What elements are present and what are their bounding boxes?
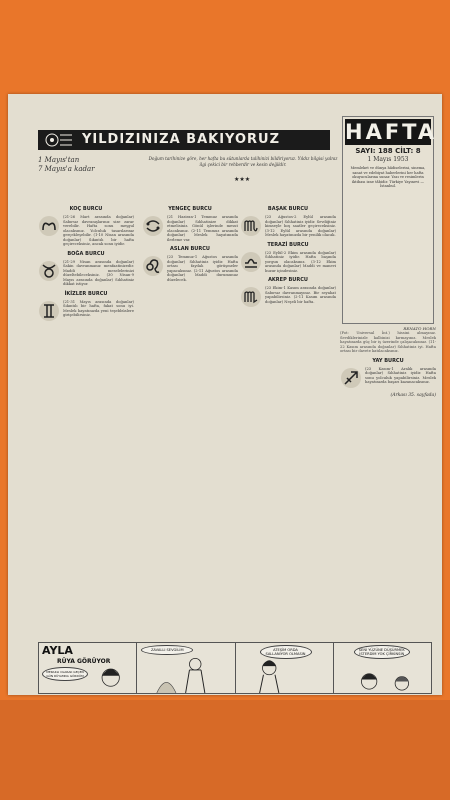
speech-bubble: MERAKLI OLARAK GEÇEN GÜN RÜYAMDA GÖRDÜM (42, 667, 88, 681)
comic-strip (38, 642, 432, 694)
column-text: (Fot: Universal İnt.) hissini almayınız. Sevdiklerinizle kalbinizi kırmayınız. Meslek hayatınızda güç bir iş üzerinde çalışacaksınız. (11-22 Kasım arasında doğanlar) Sıhhatiniz iyi. Hafta ortası bir davete katılacaksınız. (340, 331, 436, 353)
column-3 (240, 202, 336, 642)
sign-text: (23 Eylül-2 Ekim arasında doğanlar) Sıhhatiniz iyidir. Hafta başında yorgun olacaksınız. (3-12 Ekim arasında doğanlar) Maddi ve manevi huzur içindesiniz. (265, 250, 336, 273)
sign-heading: YENGEÇ BURCU (168, 206, 212, 212)
photo-credit: RENATO HORN (403, 326, 436, 331)
comic-panel (334, 643, 431, 693)
sign-heading: İKİZLER BURCU (64, 290, 108, 297)
page-title-text: YILDIZINIZA BAKIYORUZ (82, 132, 281, 147)
sign-text: (23 Temmuz-1 Ağustos arasında doğanlar) Sıhhatiniz iyidir. Hafta ortası faydalı görüşmeler yapacaksınız. (2-11 Ağustos arasında doğanlar) Maddi durumunuz düzelecek. (167, 255, 238, 282)
hafta-masthead (342, 116, 438, 324)
sign-text: (23 Ekim-1 Kasım arasında doğanlar) Sabırsız davranmayınız. Bir seyahat yapabilirsiniz. (2-11 Kasım arasında doğanlar) Neşeli bir hafta. (265, 286, 336, 304)
sign-text: (21-29 Nisan arasında doğanlar) Sakin davranmanız menfaatinizedir. Maddi meselelerinizi düzeltebileceksiniz. (30 Nisan-9 Mayıs arasında doğanlar) Sıhhatiniz dikkat istiyor. (63, 259, 134, 286)
taurus-icon (38, 260, 60, 282)
girl-drawing (334, 643, 431, 693)
sign-heading: ASLAN BURCU (170, 246, 210, 252)
sign-heading: KOÇ BURCU (69, 206, 103, 212)
sign-heading: BOĞA BURCU (67, 250, 105, 257)
comic-panel (236, 643, 334, 693)
continued-note: (Arkası 35. sayfada) (390, 392, 436, 398)
leo-icon (142, 255, 164, 277)
stars-divider: ★★★ (234, 176, 251, 183)
column-1 (38, 202, 134, 642)
sign-heading: TERAZİ BURCU (267, 241, 309, 248)
comic-subtitle: RÜYA GÖRÜYOR (57, 658, 111, 665)
scorpio-icon (240, 286, 262, 308)
speech-bubble: ZAVALLI SEVGİLİM (141, 645, 193, 655)
comic-title: AYLA (42, 644, 73, 657)
issue-date: 1 Mayıs 1953 (367, 156, 409, 163)
gemini-icon (38, 300, 60, 322)
woman-drawing (137, 643, 234, 693)
issue-number: SAYI: 188 CİLT: 8 (355, 147, 421, 155)
girl-drawing (39, 643, 136, 693)
sign-text: (23 Ağustos-2 Eylül arasında doğanlar) Sıhhatiniz iyidir. Sevdiğiniz kimseyle hoş saatler geçireceksiniz. (3-12 Eylül arasında doğanlar) Meslek hayatınızda bir yenilik olacak. (265, 215, 336, 237)
virgo-icon (240, 215, 262, 237)
hafta-logo: HAFTA (345, 120, 438, 144)
sign-text: (21-31 Mayıs arasında doğanlar) Sıkıntılı bir hafta, fakat sonu iyi. Meslek hayatınızda yeni teşebbüslere girişebilirsiniz. (63, 299, 134, 317)
star-chart-icon (44, 132, 74, 148)
sign-text: (23 Kasım-1 Aralık arasında doğanlar) Sıhhatiniz iyidir. Hafta sonu yolculuk yapabilirsiniz. Meslek hayatınızda başarı kazanacaksınız. (365, 366, 436, 384)
cancer-icon (142, 215, 164, 237)
comic-panel (137, 643, 235, 693)
speech-bubble: SENİ YÜZÜNE DÜŞÜRMEK İSTERDİM YOK ÇİRKİNSİN (354, 645, 410, 659)
sign-heading: AKREP BURCU (268, 277, 308, 283)
sign-heading: BAŞAK BURCU (267, 206, 309, 212)
intro-text: Doğum tarihinize göre, her hafta bu sütunlarda talihinizi bildiriyoruz. Yıldız bilgisi yalnız ilgi çekici bir rehberdir ve kesin değildir. (148, 156, 338, 167)
speech-bubble: ATEŞİM ORDA SALLANIYOR OLMASIN (260, 645, 312, 659)
column-4 (340, 326, 436, 646)
table-surface (0, 700, 450, 800)
sign-text: (21 Haziran-1 Temmuz arasında doğanlar) Sıhhatinize dikkat etmelisiniz. Gönül işlerinde mesut olacaksınız. (2-11 Temmuz arasında doğanlar) Meslek hayatınızda ilerleme var. (167, 215, 238, 242)
sign-text: (21-26 Mart arasında doğanlar) Sabırsız davranışlarınız size zarar verebilir. Hafta sonu meşgul olacaksınız. Yolculuk tasarılarınız gerçekleşebilir. (1-10 Nisan arasında doğanlar) Sıkıntılı bir hafta geçireceksiniz, ancak sonu iyidir. (63, 215, 134, 246)
magazine-page (8, 94, 442, 695)
girl-drawing (236, 643, 333, 693)
sagittarius-icon (340, 367, 362, 389)
comic-panel (39, 643, 137, 693)
masthead-text: Memleket ve dünya hâdiselerini, sinema, sanat ve edebiyat haberlerini her hafta okuyucularına sunar. Yazı ve resimlerin iktibası izne tâbidir. Türkiye Yayınevi — İstanbul. (350, 166, 426, 189)
column-2 (142, 202, 238, 642)
date-range: 1 Mayıs'tan 7 Mayıs'a kadar (38, 156, 95, 173)
sign-heading: YAY BURCU (372, 357, 404, 364)
page-title (38, 130, 330, 150)
aries-icon (38, 215, 60, 237)
libra-icon (240, 251, 262, 273)
